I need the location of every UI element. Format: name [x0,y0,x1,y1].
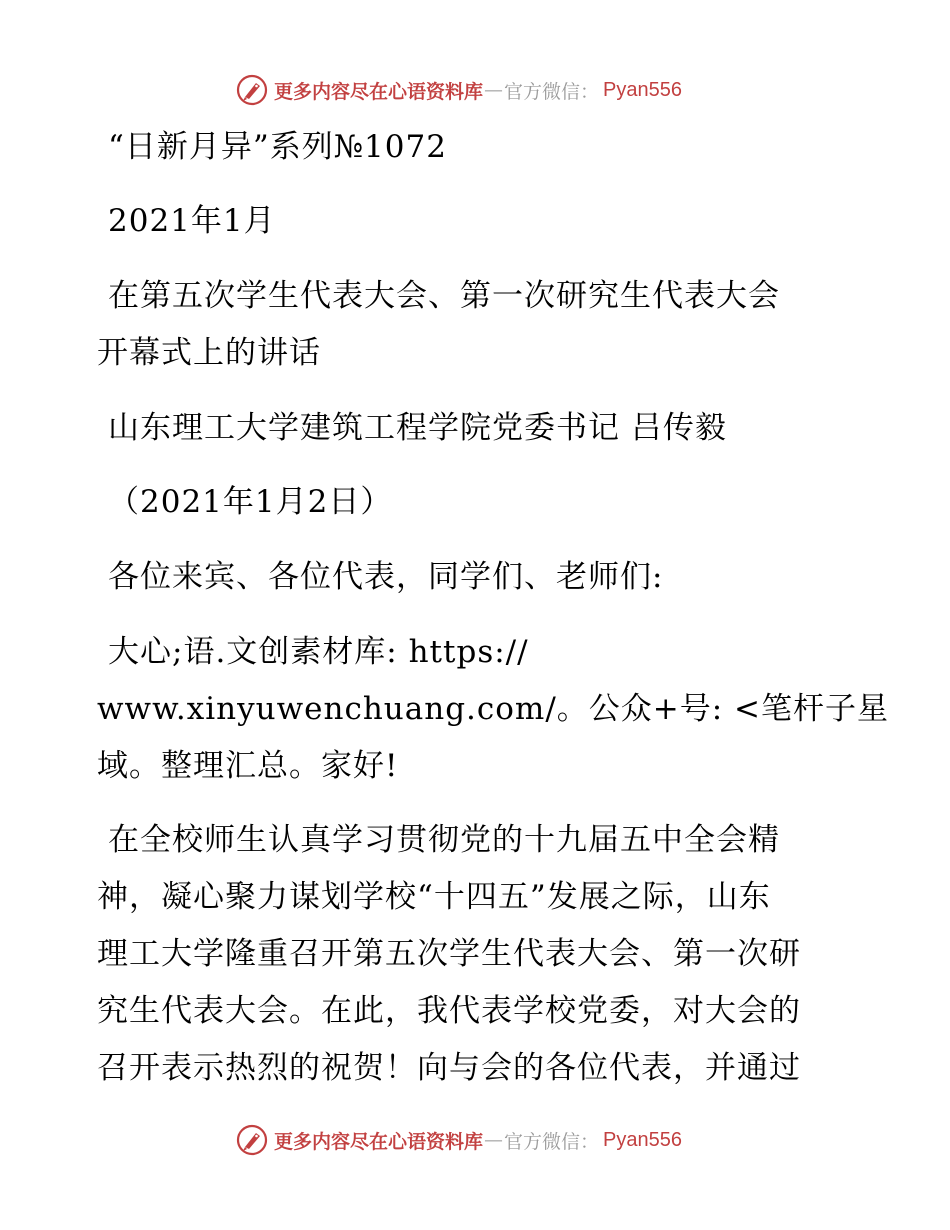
footer-watermark [236,1123,682,1157]
speech-title-line-1: 在第五次学生代表大会、第一次研究生代表大会 [108,278,780,314]
speaker-line: 山东理工大学建筑工程学院党委书记 吕传毅 [108,410,727,446]
paragraph-line: www.xinyuwenchuang.com/。公众+号: <笔杆子星 [97,691,890,727]
speech-date-line: （2021年1月2日） [108,484,393,520]
watermark-wechat-id: Pyan556 [603,1128,682,1151]
date-line: 2021年1月 [108,203,276,239]
paragraph-line: 域。整理汇总。家好! [97,748,399,784]
watermark-separator: — [484,79,504,101]
watermark-official-label: 官方微信： [504,1130,600,1153]
paragraph-line: 在全校师生认真学习贯彻党的十九届五中全会精 [108,822,780,858]
greeting-line: 各位来宾、各位代表，同学们、老师们: [108,559,664,595]
watermark-separator: — [484,1129,504,1151]
fountain-pen-logo-icon [236,1124,268,1156]
paragraph-line: 究生代表大会。在此，我代表学校党委，对大会的 [97,993,801,1029]
fountain-pen-logo-icon [236,74,268,106]
watermark-main-text: 更多内容尽在心语资料库 [274,1130,484,1153]
watermark-wechat-id: Pyan556 [603,78,682,101]
paragraph-line: 召开表示热烈的祝贺！向与会的各位代表，并通过 [97,1050,801,1086]
watermark-main-text: 更多内容尽在心语资料库 [274,80,484,103]
header-watermark [236,73,682,107]
series-title: “日新月异”系列№1072 [108,129,447,165]
paragraph-line: 神，凝心聚力谋划学校“十四五”发展之际，山东 [97,879,771,915]
watermark-official-label: 官方微信： [504,80,600,103]
paragraph-line: 理工大学隆重召开第五次学生代表大会、第一次研 [97,936,801,972]
paragraph-line: 大心;语.文创素材库: https:// [108,634,529,670]
speech-title-line-2: 开幕式上的讲话 [97,335,321,371]
